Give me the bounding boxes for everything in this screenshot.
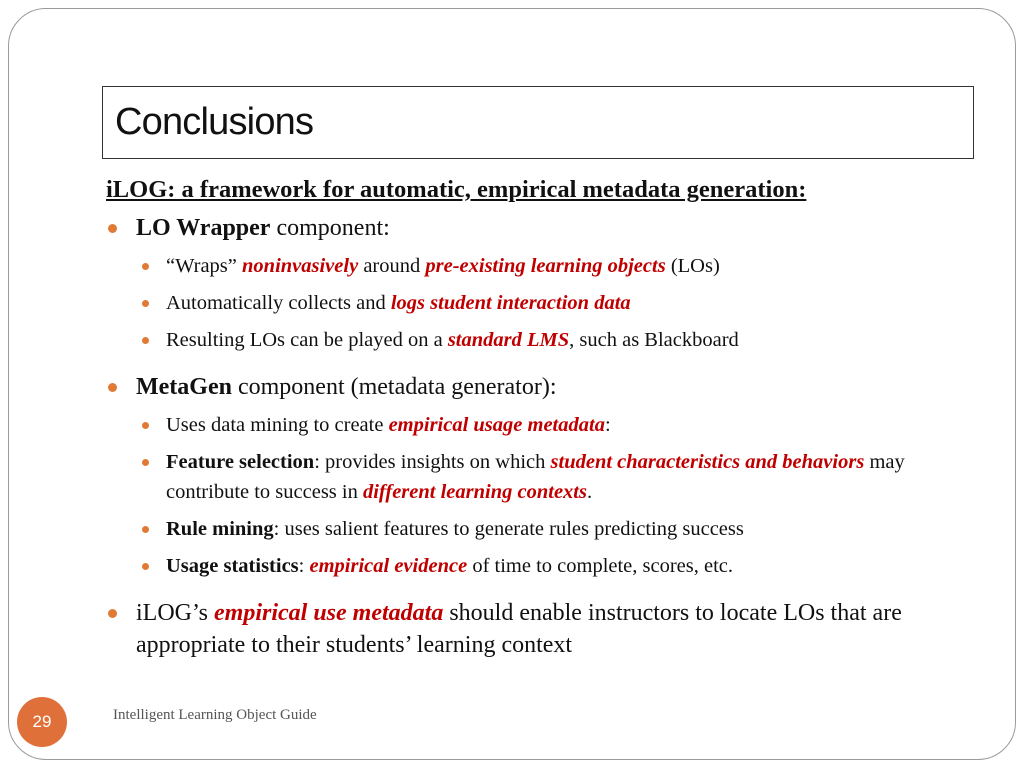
sub-text: Resulting LOs can be played on a (166, 329, 448, 351)
title-box (102, 86, 974, 159)
sub-bullet-rule-mining (106, 514, 986, 544)
slide-content (106, 174, 986, 661)
sub-bullet-data-mining (106, 410, 986, 440)
footer-text: Intelligent Learning Object Guide (113, 707, 317, 723)
slide-title: Conclusions (115, 101, 314, 143)
bullet-ilog-metadata (106, 597, 986, 661)
bullet-dot-icon (142, 300, 149, 307)
bullet-text: component (metadata generator): (231, 374, 557, 400)
emphasis-text: standard LMS (447, 329, 570, 351)
bullet-text: iLOG’s (136, 600, 214, 626)
bullet-dot-icon (142, 459, 149, 466)
bullet-dot-icon (142, 263, 149, 270)
sub-bold: Feature selection (166, 451, 315, 473)
sub-text: Uses data mining to create (166, 414, 389, 436)
sub-bullet-usage-statistics (106, 551, 986, 581)
bullet-dot-icon (108, 224, 117, 233)
bullet-text: component: (270, 215, 390, 241)
emphasis-text: empirical use metadata (214, 600, 444, 626)
emphasis-text: pre-existing learning objects (425, 255, 666, 277)
sub-text: : uses salient features to generate rules predicting success (273, 518, 744, 540)
bullet-lo-wrapper (106, 212, 986, 244)
emphasis-text: empirical usage metadata (388, 414, 605, 436)
sub-bullet-lms (106, 325, 986, 355)
sub-text: (LOs) (665, 255, 720, 277)
sub-text: “Wraps” (166, 255, 243, 277)
sub-text: around (358, 255, 426, 277)
sub-bullet-logs (106, 288, 986, 318)
emphasis-text: student characteristics and behaviors (550, 451, 865, 473)
section-heading: iLOG: a framework for automatic, empirical metadata generation: (106, 176, 807, 203)
sub-text: may contribute to success in (166, 451, 905, 503)
sub-bold: Usage statistics (166, 555, 299, 577)
sub-text: : (604, 414, 611, 436)
emphasis-text: different learning contexts (362, 481, 587, 503)
bullet-dot-icon (142, 526, 149, 533)
sub-text: . (586, 481, 593, 503)
bullet-bold: LO Wrapper (136, 215, 271, 241)
bullet-dot-icon (142, 422, 149, 429)
bullet-metagen (106, 371, 986, 403)
emphasis-text: noninvasively (242, 255, 359, 277)
sub-text: : (298, 555, 310, 577)
bullet-dot-icon (108, 609, 117, 618)
emphasis-text: logs student interaction data (390, 292, 631, 314)
sub-text: Automatically collects and (166, 292, 391, 314)
emphasis-text: empirical evidence (309, 555, 468, 577)
sub-bullet-feature-selection (106, 447, 986, 507)
sub-bold: Rule mining (166, 518, 274, 540)
bullet-dot-icon (142, 563, 149, 570)
bullet-text: should enable instructors to locate LOs that are appropriate to their students’ learning context (136, 600, 902, 658)
sub-text: , such as Blackboard (569, 329, 739, 351)
bullet-dot-icon (108, 383, 117, 392)
bullet-bold: MetaGen (136, 374, 232, 400)
sub-bullet-wraps (106, 251, 986, 281)
page-number-badge: 29 (17, 697, 67, 747)
sub-text: of time to complete, scores, etc. (467, 555, 734, 577)
sub-text: : provides insights on which (314, 451, 551, 473)
bullet-dot-icon (142, 337, 149, 344)
